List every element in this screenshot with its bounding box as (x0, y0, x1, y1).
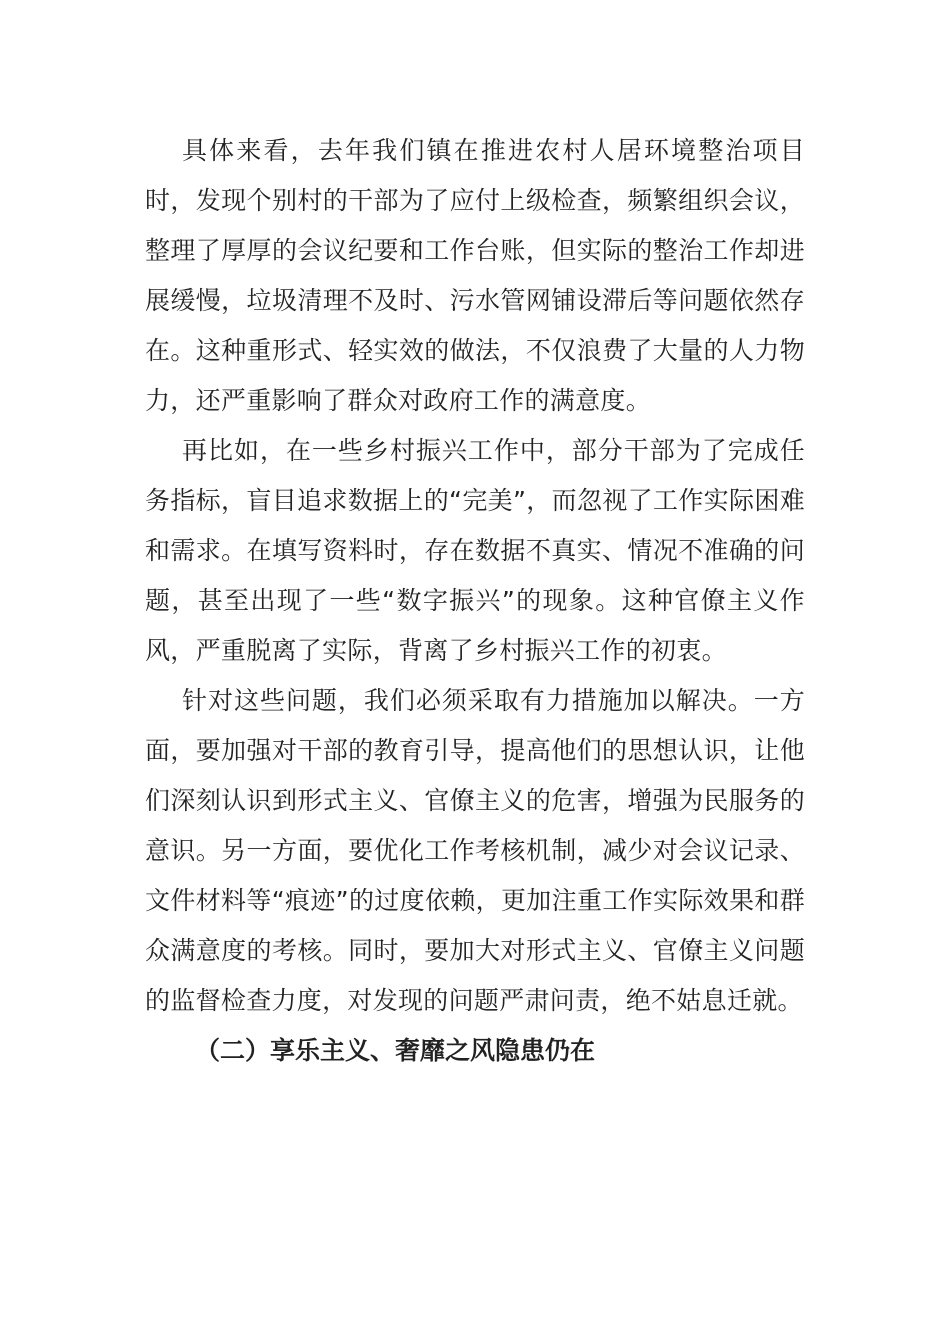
paragraph-rural-revitalization: 再比如，在一些乡村振兴工作中，部分干部为了完成任务指标，盲目追求数据上的“完美”，而忽视了工作实际困难和需求。在填写资料时，存在数据不真实、情况不准确的问题，甚至出现了一些“数字振兴”的现象。这种官僚主义作风，严重脱离了实际，背离了乡村振兴工作的初衷。 (145, 436, 805, 665)
section-heading: （二）享乐主义、奢靡之风隐患仍在 (195, 1036, 596, 1065)
paragraph-rural-environment: 具体来看，去年我们镇在推进农村人居环境整治项目时，发现个别村的干部为了应付上级检查，频繁组织会议，整理了厚厚的会议纪要和工作台账，但实际的整治工作却进展缓慢，垃圾清理不及时、污水管网铺设滞后等问题依然存在。这种重形式、轻实效的做法，不仅浪费了大量的人力物力，还严重影响了群众对政府工作的满意度。 (145, 136, 805, 415)
document-body (145, 126, 805, 1076)
paragraph-countermeasures: 针对这些问题，我们必须采取有力措施加以解决。一方面，要加强对干部的教育引导，提高他们的思想认识，让他们深刻认识到形式主义、官僚主义的危害，增强为民服务的意识。另一方面，要优化工作考核机制，减少对会议记录、文件材料等“痕迹”的过度依赖，更加注重工作实际效果和群众满意度的考核。同时，要加大对形式主义、官僚主义问题的监督检查力度，对发现的问题严肃问责，绝不姑息迁就。 (145, 686, 805, 1015)
